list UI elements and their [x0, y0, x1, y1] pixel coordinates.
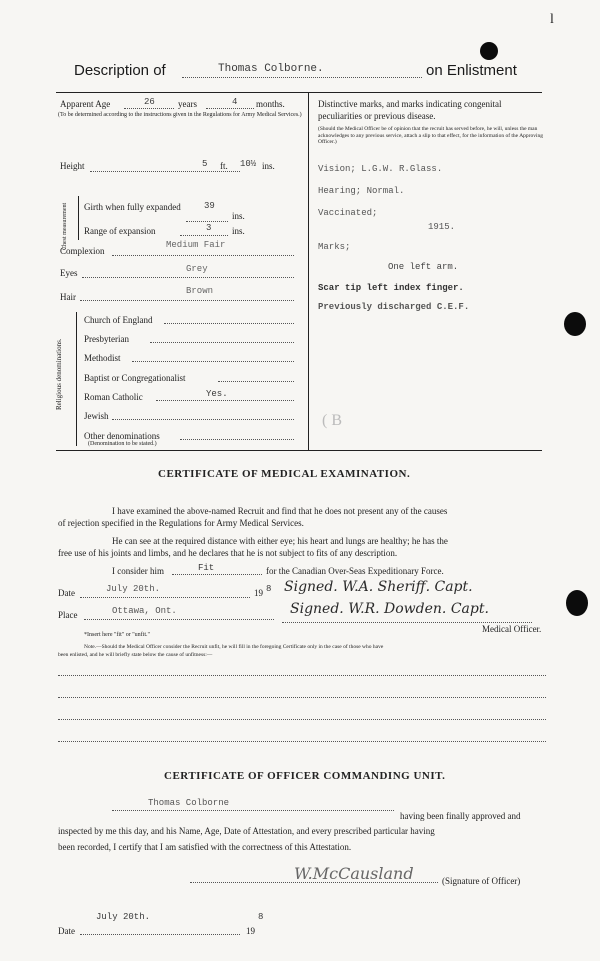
religion-line-6 [180, 439, 294, 440]
religion-church-of-england: Church of England [84, 315, 153, 325]
medical-place-value: Ottawa, Ont. [112, 606, 177, 616]
religion-other: Other denominations [84, 431, 160, 441]
commanding-date-line [80, 934, 240, 935]
mark-hearing: Hearing; Normal. [318, 186, 405, 196]
mark-left-arm: One left arm. [388, 262, 459, 272]
mark-vaccinated: Vaccinated; [318, 208, 378, 218]
faint-mark: ( B [322, 412, 342, 429]
commanding-line3: been recorded, I certify that I am satisfied with the correctness of this Attestation. [58, 842, 352, 852]
unfit-line-2 [58, 697, 546, 698]
commanding-certificate-heading: CERTIFICATE OF OFFICER COMMANDING UNIT. [164, 770, 446, 782]
unfit-line-1 [58, 675, 546, 676]
form-title-right: on Enlistment [426, 62, 517, 79]
commanding-name-line [112, 810, 394, 811]
commanding-recruit-name: Thomas Colborne [148, 798, 230, 808]
medical-place-line [84, 619, 274, 620]
religion-line-1 [150, 342, 294, 343]
religion-presbyterian: Presbyterian [84, 334, 129, 344]
hair-line [80, 300, 294, 301]
recruit-name: Thomas Colborne. [218, 63, 324, 75]
mark-vision: Vision; L.G.W. R.Glass. [318, 164, 443, 174]
fitness-line [172, 574, 262, 575]
medical-date-label: Date [58, 588, 75, 598]
complexion-value: Medium Fair [166, 240, 226, 250]
insert-note: *Insert here "fit" or "unfit." [84, 632, 150, 638]
medical-para1-line2: of rejection specified in the Regulations for Army Medical Services. [58, 518, 304, 528]
column-divider [308, 92, 309, 450]
unfit-line-4 [58, 741, 546, 742]
commanding-signature-line [190, 882, 438, 883]
girth-value: 39 [204, 201, 215, 211]
religion-jewish: Jewish [84, 411, 109, 421]
height-feet: 5 [202, 159, 208, 169]
hair-label: Hair [60, 292, 76, 302]
hair-value: Brown [186, 286, 214, 296]
mark-marks-label: Marks; [318, 242, 351, 252]
corner-mark: l [550, 12, 554, 27]
religion-line-4 [156, 400, 294, 401]
years-label: years [178, 99, 197, 109]
range-line [180, 235, 228, 236]
apparent-age-months: 4 [232, 97, 238, 107]
medical-signature-1: Signed. W.A. Sheriff. Capt. [284, 579, 473, 595]
form-title-left: Description of [74, 62, 166, 79]
complexion-label: Complexion [60, 246, 105, 256]
medical-note-line2: been enlisted, and he will briefly state below the cause of unfitness:— [58, 652, 213, 658]
inches-label: ins. [262, 161, 275, 171]
medical-officer-label: Medical Officer. [482, 624, 542, 634]
age-years-line [124, 108, 174, 109]
medical-date-line [80, 597, 250, 598]
mark-vaccinated-year: 1915. [428, 222, 456, 232]
medical-note-line1: Note.—Should the Medical Officer consider the Recruit unfit, he will fill in the foregoing Certificate only in the case of those who have [84, 644, 384, 650]
punch-hole-top [480, 42, 498, 60]
top-rule [56, 92, 542, 93]
distinctive-marks-heading: Distinctive marks, and marks indicating congenital peculiarities or previous disease. [318, 99, 502, 121]
roman-catholic-value: Yes. [206, 389, 228, 399]
medical-date-value: July 20th. [106, 584, 161, 594]
medical-signature-line [282, 622, 532, 623]
bottom-rule [56, 450, 542, 451]
religion-line-5 [112, 419, 294, 420]
commanding-line1-end: having been finally approved and [400, 811, 521, 821]
distinctive-marks-note: (Should the Medical Officer be of opinion that the recruit has served before, he will, unless the man acknowledges to any previous service, attach a slip to that effect, for the information of the Approving Officer.) [318, 126, 544, 145]
other-denomination-note: (Denomination to be stated.) [88, 441, 157, 447]
commanding-line2: inspected by me this day, and his Name, Age, Date of Attestation, and every prescribed particular having [58, 826, 435, 836]
religion-line-0 [164, 323, 294, 324]
commanding-date-label: Date [58, 926, 75, 936]
mark-previous-discharge: Previously discharged C.E.F. [318, 302, 470, 312]
medical-certificate-heading: CERTIFICATE OF MEDICAL EXAMINATION. [158, 468, 411, 480]
religion-baptist: Baptist or Congregationalist [84, 373, 186, 383]
mark-scar: Scar tip left index finger. [318, 283, 464, 293]
medical-para2-line1: He can see at the required distance with either eye; his heart and lungs are healthy; he has the [112, 536, 448, 546]
chest-brace [78, 196, 79, 240]
height-line [90, 171, 240, 172]
commanding-year-suffix: 8 [258, 912, 264, 922]
religion-side-label: Religious denominations. [55, 338, 63, 410]
medical-year-suffix: 8 [266, 584, 272, 594]
girth-line [186, 221, 228, 222]
girth-ins-label: ins. [232, 211, 245, 221]
medical-place-label: Place [58, 610, 78, 620]
unfit-line-3 [58, 719, 546, 720]
range-value: 3 [206, 223, 212, 233]
punch-hole-middle [564, 312, 586, 336]
medical-para1-line1: I have examined the above-named Recruit and find that he does not present any of the causes [112, 506, 448, 516]
religion-brace [76, 312, 77, 446]
feet-label: ft. [220, 161, 228, 171]
eyes-line [82, 277, 294, 278]
religion-line-2 [132, 361, 294, 362]
eyes-label: Eyes [60, 268, 78, 278]
range-ins-label: ins. [232, 226, 245, 236]
religion-methodist: Methodist [84, 353, 121, 363]
chest-side-label: Chest measurement [62, 202, 68, 250]
name-dotted-line [182, 77, 422, 78]
age-months-line [206, 108, 254, 109]
commanding-year-prefix: 19 [246, 926, 255, 936]
punch-hole-lower [566, 590, 588, 616]
fitness-for-label: for the Canadian Over-Seas Expeditionary Force. [266, 566, 444, 576]
commanding-signature-label: (Signature of Officer) [442, 876, 521, 886]
religion-line-3 [218, 381, 294, 382]
apparent-age-label: Apparent Age [60, 99, 111, 109]
medical-signature-2: Signed. W.R. Dowden. Capt. [290, 601, 489, 617]
eyes-value: Grey [186, 264, 208, 274]
religion-roman-catholic: Roman Catholic [84, 392, 143, 402]
range-label: Range of expansion [84, 226, 156, 236]
height-label: Height [60, 161, 85, 171]
months-label: months. [256, 99, 285, 109]
medical-para2-line2: free use of his joints and limbs, and he declares that he is not subject to fits of any description. [58, 548, 398, 558]
consider-label: I consider him [112, 566, 164, 576]
complexion-line [112, 255, 294, 256]
height-inches: 10½ [240, 159, 257, 169]
girth-label: Girth when fully expanded [84, 202, 181, 212]
medical-year-prefix: 19 [254, 588, 263, 598]
commanding-date-value: July 20th. [96, 912, 151, 922]
age-note: (To be determined according to the instructions given in the Regulations for Army Medical Services.) [58, 112, 302, 118]
fitness-value: Fit [198, 563, 215, 573]
apparent-age-years: 26 [144, 97, 155, 107]
commanding-signature: W.McCausland [294, 864, 414, 883]
